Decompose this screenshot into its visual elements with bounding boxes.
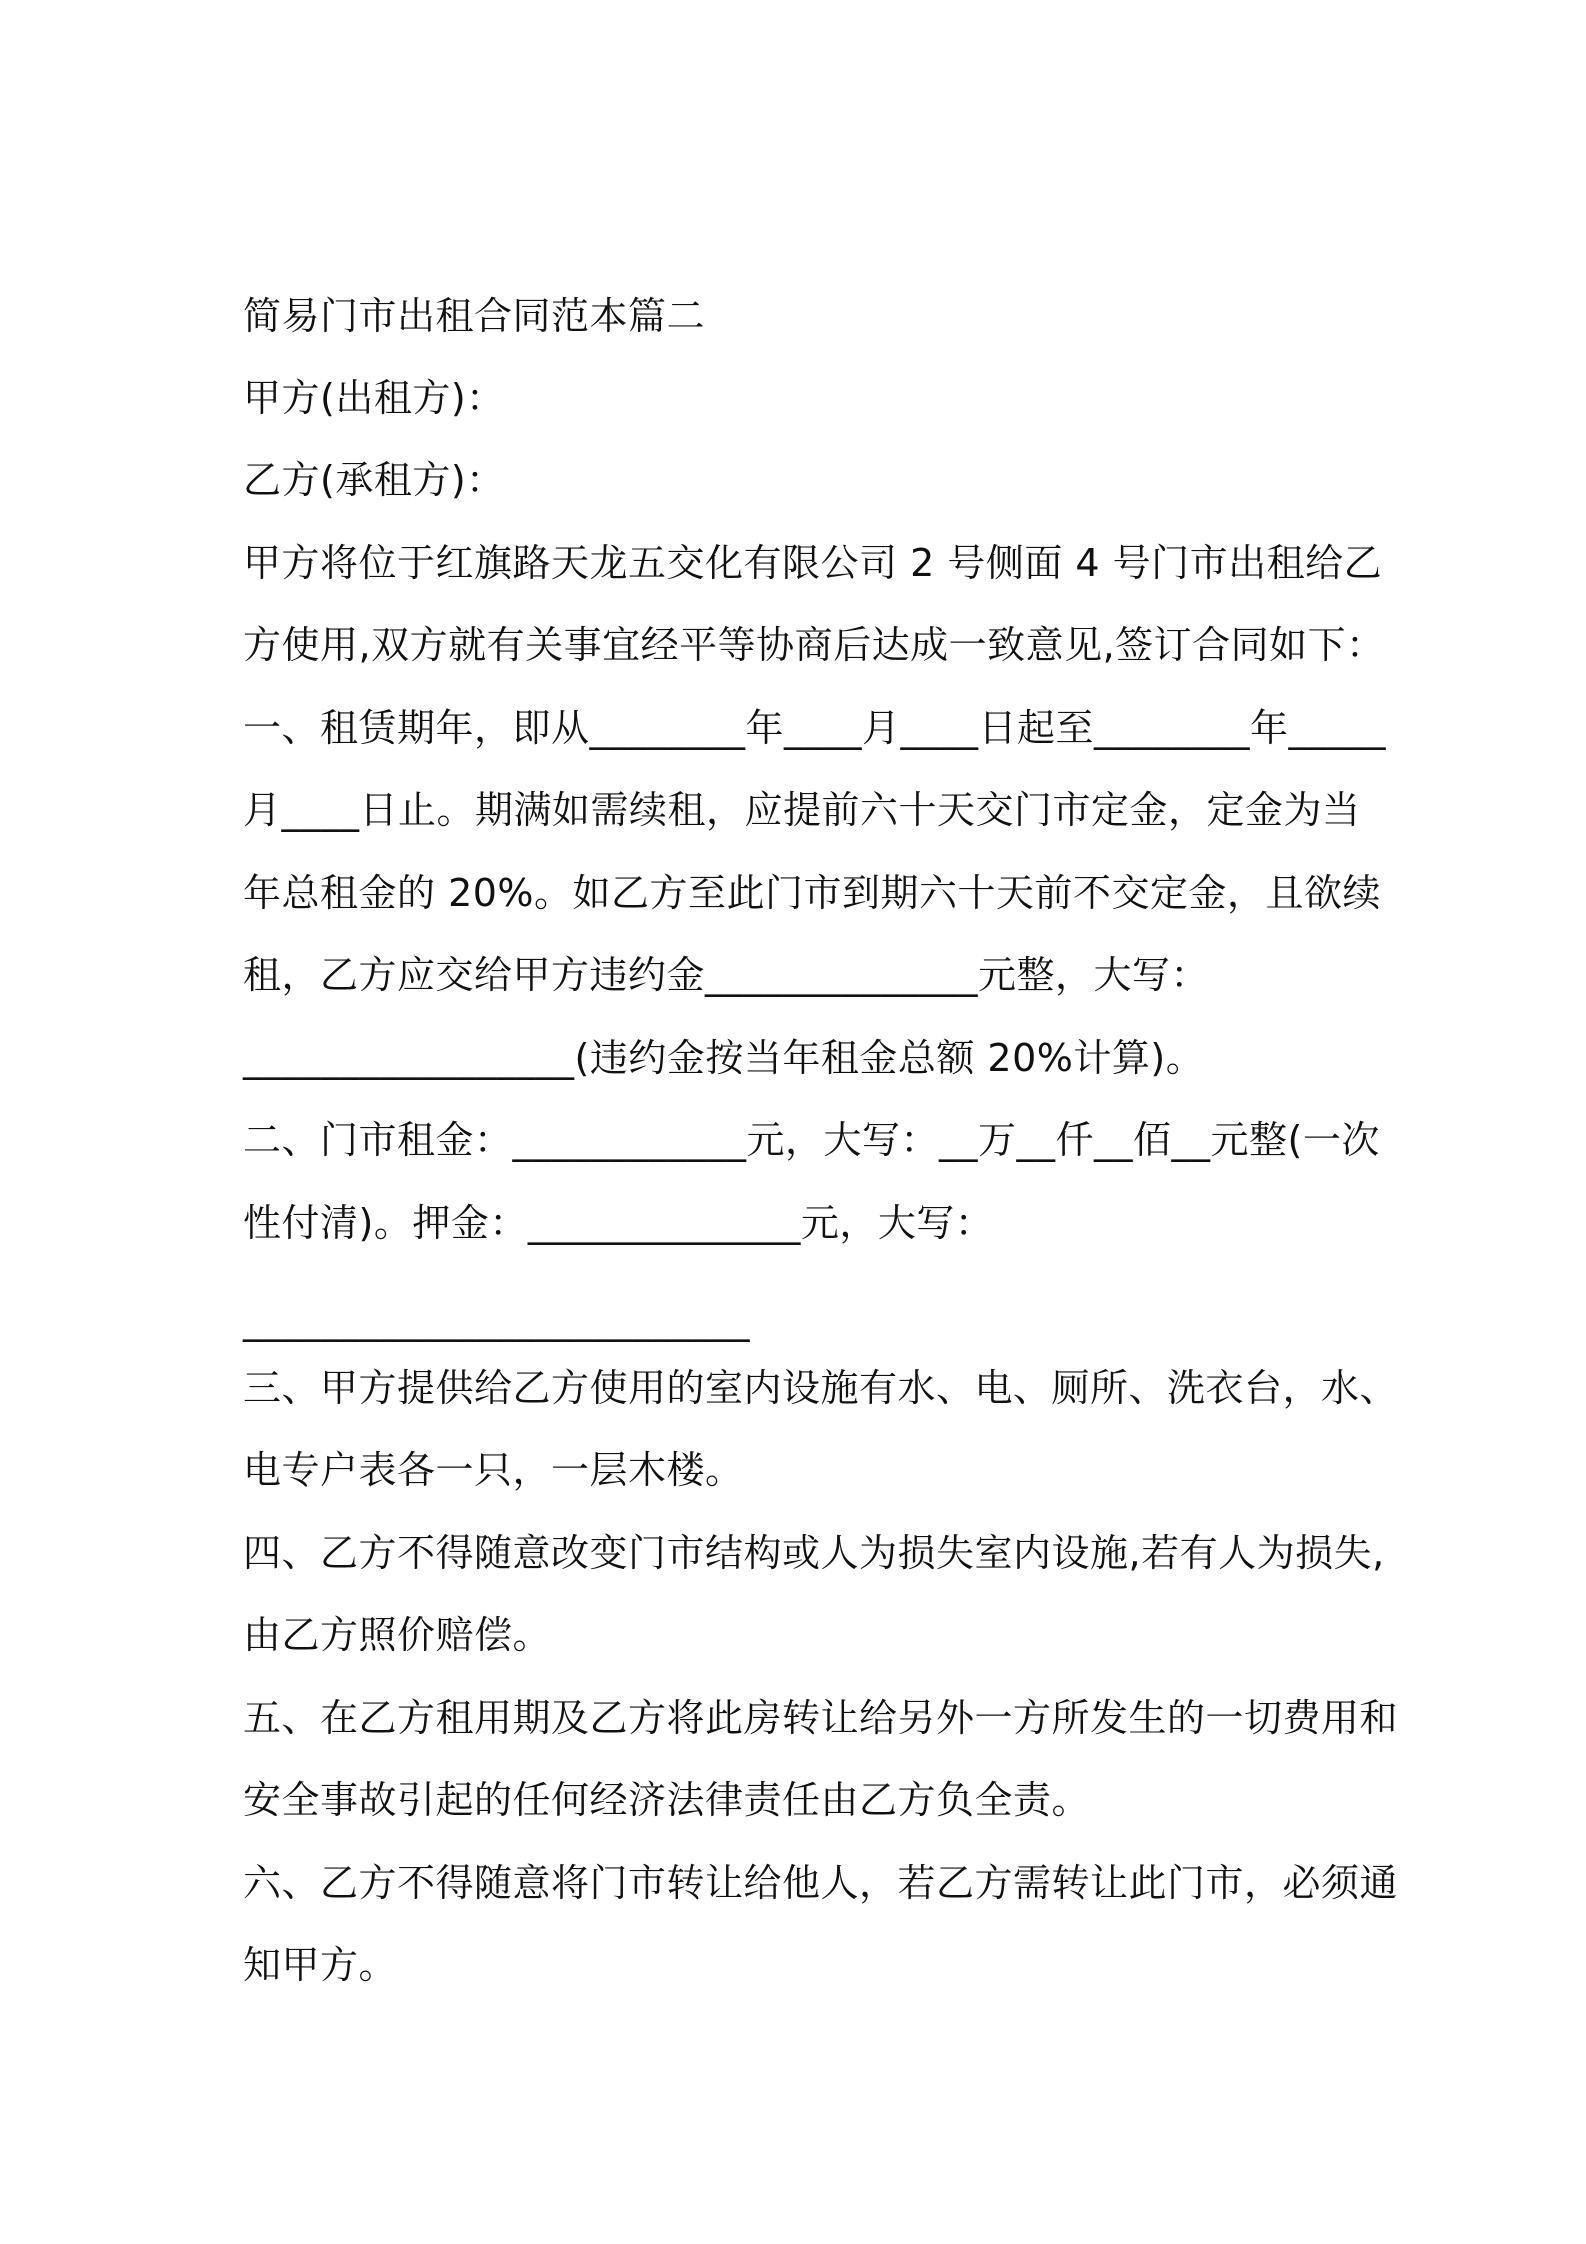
- clause-6-line-2: 知甲方。: [243, 1943, 398, 1987]
- clause-3-line-1: 三、甲方提供给乙方使用的室内设施有水、电、厕所、洗衣台，水、: [243, 1366, 1399, 1410]
- clause-2-line-1: 二、门市租金：____________元，大写：__万__仟__佰__元整(一次: [243, 1118, 1380, 1162]
- clause-4-line-1: 四、乙方不得随意改变门市结构或人为损失室内设施,若有人为损失,: [243, 1531, 1385, 1575]
- clause-1-line-4: 租，乙方应交给甲方违约金______________元整，大写：: [243, 953, 1210, 997]
- clause-1-line-5: _________________(违约金按当年租金总额 20%计算)。: [243, 1036, 1205, 1080]
- party-b-line: 乙方(承租方)：: [243, 458, 505, 502]
- document-title: 简易门市出租合同范本篇二: [243, 294, 706, 338]
- clause-2-line-2: 性付清)。押金：______________元，大写：: [243, 1201, 994, 1245]
- party-a-line: 甲方(出租方)：: [243, 376, 505, 420]
- intro-line-2: 方使用,双方就有关事宜经平等协商后达成一致意见,签订合同如下：: [243, 623, 1385, 667]
- clause-1-line-1: 一、租赁期年，即从________年____月____日起至________年_____: [243, 706, 1387, 750]
- clause-3-line-2: 电专户表各一只，一层木楼。: [243, 1448, 744, 1492]
- clause-6-line-1: 六、乙方不得随意将门市转让给他人，若乙方需转让此门市，必须通: [243, 1861, 1399, 1905]
- clause-1-line-3: 年总租金的 20%。如乙方至此门市到期六十天前不交定金，且欲续: [243, 871, 1382, 915]
- intro-line-1: 甲方将位于红旗路天龙五交化有限公司 2 号侧面 4 号门市出租给乙: [243, 541, 1383, 585]
- clause-2-blank-line: __________________________: [243, 1298, 750, 1342]
- clause-5-line-2: 安全事故引起的任何经济法律责任由乙方负全责。: [243, 1778, 1091, 1822]
- clause-5-line-1: 五、在乙方租用期及乙方将此房转让给另外一方所发生的一切费用和: [243, 1696, 1399, 1740]
- clause-4-line-2: 由乙方照价赔偿。: [243, 1613, 552, 1657]
- clause-1-line-2: 月____日止。期满如需续租，应提前六十天交门市定金，定金为当: [243, 788, 1361, 832]
